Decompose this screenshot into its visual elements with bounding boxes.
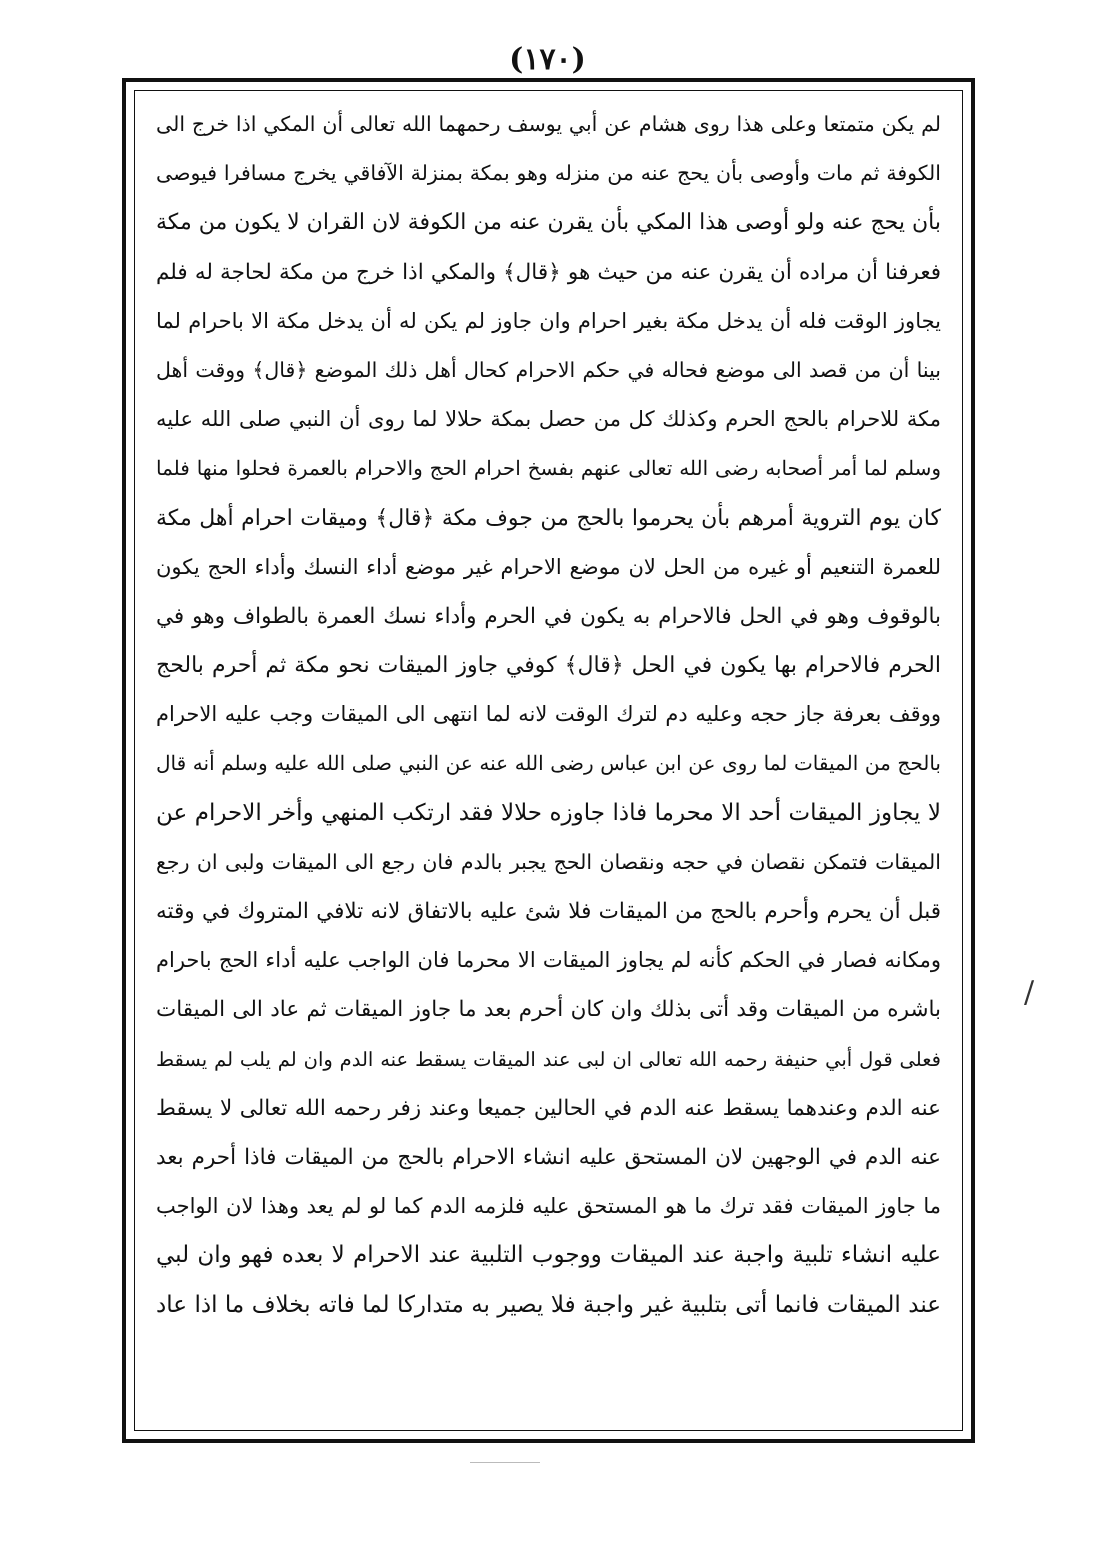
- main-text: [156, 100, 941, 1330]
- faint-bottom-rule: [470, 1462, 540, 1463]
- text-line-13: ووقف بعرفة جاز حجه وعليه دم لترك الوقت لانه لما انتهى الى الميقات وجب عليه الاحرام: [156, 702, 941, 727]
- text-line-14: بالحج من الميقات لما روى عن ابن عباس رضى الله عنه عن النبي صلى الله عليه وسلم أنه قال: [156, 751, 941, 776]
- text-line-22: عنه الدم في الوجهين لان المستحق عليه انشاء الاحرام بالحج من الميقات فاذا أحرم بعد: [156, 1144, 941, 1170]
- text-line-21: عنه الدم وعندهما يسقط عنه الدم في الحالين جميعا وعند زفر رحمه الله تعالى لا يسقط: [156, 1095, 941, 1121]
- text-line-20: فعلى قول أبي حنيفة رحمه الله تعالى ان لبى عند الميقات يسقط عنه الدم وان لم يلب لم يسقط: [156, 1047, 941, 1071]
- text-line-2: الكوفة ثم مات وأوصى بأن يحج عنه من منزله وهو بمكة بمنزلة الآفاقي يخرج مسافرا فيوصى: [156, 161, 941, 186]
- margin-pen-mark: /: [1024, 975, 1035, 1010]
- page-number: (١٧٠): [509, 42, 586, 77]
- text-line-4: فعرفنا أن مراده أن يقرن عنه من حيث هو ﴿قال﴾ والمكي اذا خرج من مكة لحاجة له فلم: [156, 259, 941, 285]
- text-line-19: باشره من الميقات وقد أتى بذلك وان كان أحرم بعد ما جاوز الميقات ثم عاد الى الميقات: [156, 997, 941, 1023]
- text-line-18: ومكانه فصار في الحكم كأنه لم يجاوز الميقات الا محرما فان الواجب عليه أداء الحج باحرام: [156, 948, 941, 973]
- text-line-10: للعمرة التنعيم أو غيره من الحل لان موضع الاحرام غير موضع أداء النسك وأداء الحج يكون: [156, 554, 941, 579]
- text-line-6: بينا أن من قصد الى موضع فحاله في حكم الاحرام كحال أهل ذلك الموضع ﴿قال﴾ ووقت أهل: [156, 357, 941, 382]
- text-line-17: قبل أن يحرم وأحرم بالحج من الميقات فلا شئ عليه بالاتفاق لانه تلافي المتروك في وقته: [156, 899, 941, 924]
- text-line-7: مكة للاحرام بالحج الحرم وكذلك كل من حصل بمكة حلالا لما روى أن النبي صلى الله عليه: [156, 407, 941, 432]
- text-line-25: عند الميقات فانما أتى بتلبية غير واجبة فلا يصير به متداركا لما فاته بخلاف ما اذا عاد: [156, 1291, 941, 1318]
- text-line-23: ما جاوز الميقات فقد ترك ما هو المستحق عليه فلزمه الدم كما لو لم يعد وهذا لان الواجب: [156, 1194, 941, 1219]
- text-line-9: كان يوم التروية أمرهم بأن يحرموا بالحج من جوف مكة ﴿قال﴾ وميقات احرام أهل مكة: [156, 505, 941, 531]
- text-line-8: وسلم لما أمر أصحابه رضى الله تعالى عنهم بفسخ احرام الحج والاحرام بالعمرة فحلوا منها فلما: [156, 456, 941, 481]
- text-line-1: لم يكن متمتعا وعلى هذا روى هشام عن أبي يوسف رحمهما الله تعالى أن المكي اذا خرج الى: [156, 112, 941, 136]
- text-line-3: بأن يحج عنه ولو أوصى هذا المكي بأن يقرن عنه من الكوفة لان القران لا يكون من مكة: [156, 210, 941, 236]
- text-line-11: بالوقوف وهو في الحل فالاحرام به يكون في الحرم وأداء نسك العمرة بالطواف وهو في: [156, 603, 941, 629]
- text-line-12: الحرم فالاحرام بها يكون في الحل ﴿قال﴾ كوفي جاوز الميقات نحو مكة ثم أحرم بالحج: [156, 653, 941, 679]
- page-frame: [122, 78, 975, 1443]
- text-line-24: عليه انشاء تلبية واجبة عند الميقات ووجوب التلبية عند الاحرام لا بعده فهو وان لبي: [156, 1242, 941, 1269]
- text-line-15: لا يجاوز الميقات أحد الا محرما فاذا جاوزه حلالا فقد ارتكب المنهي وأخر الاحرام عن: [156, 799, 941, 826]
- text-line-5: يجاوز الوقت فله أن يدخل مكة بغير احرام وان جاوز لم يكن له أن يدخل مكة الا باحرام لما: [156, 308, 941, 333]
- text-line-16: الميقات فتمكن نقصان في حجه ونقصان الحج يجبر بالدم فان رجع الى الميقات ولبى ان رجع: [156, 849, 941, 874]
